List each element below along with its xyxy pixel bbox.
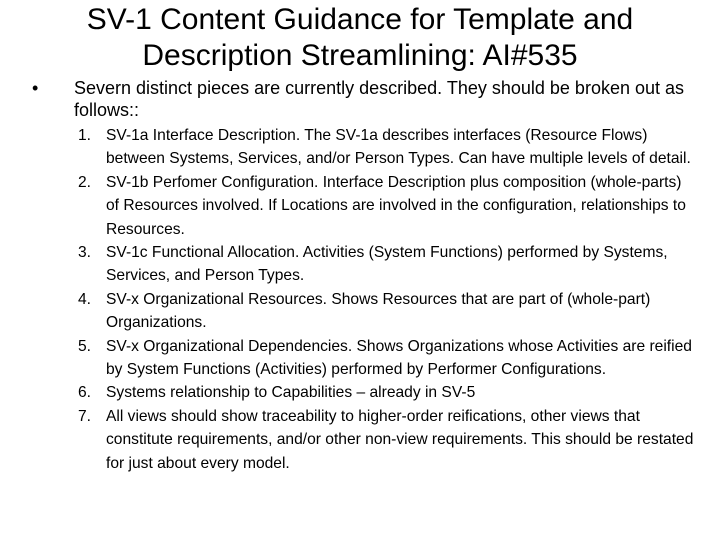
list-item-text: All views should show traceability to higher-order reifications, other views that constitute requirements, and/or other non-view requirements. This should be restated for just about every model.	[106, 407, 694, 472]
list-item-text: SV-x Organizational Resources. Shows Resources that are part of (whole-part) Organizations.	[106, 290, 651, 332]
list-item-text: SV-1b Perfomer Configuration. Interface Description plus composition (whole-parts) of Resources involved. If Locations are involved in the configuration, relationships to Resources.	[106, 173, 686, 238]
list-item-number: 4.	[78, 290, 92, 308]
list-item	[78, 124, 698, 171]
list-item-number: 2.	[78, 173, 92, 191]
list-item	[78, 381, 698, 404]
bullet-dot-icon: •	[32, 78, 39, 98]
main-bullet-text: Severn distinct pieces are currently described. They should be broken out as follows::	[74, 78, 685, 120]
list-item-number: 7.	[78, 407, 92, 425]
list-item	[78, 405, 698, 475]
list-item-text: SV-1c Functional Allocation. Activities (System Functions) performed by Systems, Services, and Person Types.	[106, 244, 668, 285]
list-item-text: SV-x Organizational Dependencies. Shows Organizations whose Activities are reified by System Functions (Activities) performed by Performer Configurations.	[106, 337, 692, 379]
list-item-number: 3.	[78, 244, 92, 262]
list-item	[78, 288, 698, 335]
list-item-number: 1.	[78, 127, 92, 144]
numbered-list	[78, 124, 698, 475]
slide-title-line-2: Description Streamlining: AI#535	[142, 39, 578, 72]
list-item-number: 6.	[78, 384, 92, 402]
list-item	[78, 171, 698, 241]
list-item-text: Systems relationship to Capabilities – already in SV-5	[106, 384, 476, 402]
list-item	[78, 335, 698, 382]
list-item-number: 5.	[78, 337, 92, 355]
slide-title	[0, 2, 720, 74]
slide-title-line-1: SV-1 Content Guidance for Template and	[86, 3, 634, 36]
main-bullet	[32, 77, 692, 121]
list-item	[78, 241, 698, 288]
list-item-text: SV-1a Interface Description. The SV-1a describes interfaces (Resource Flows) between Systems, Services, and/or Person Types. Can have multiple levels of detail.	[106, 127, 691, 168]
